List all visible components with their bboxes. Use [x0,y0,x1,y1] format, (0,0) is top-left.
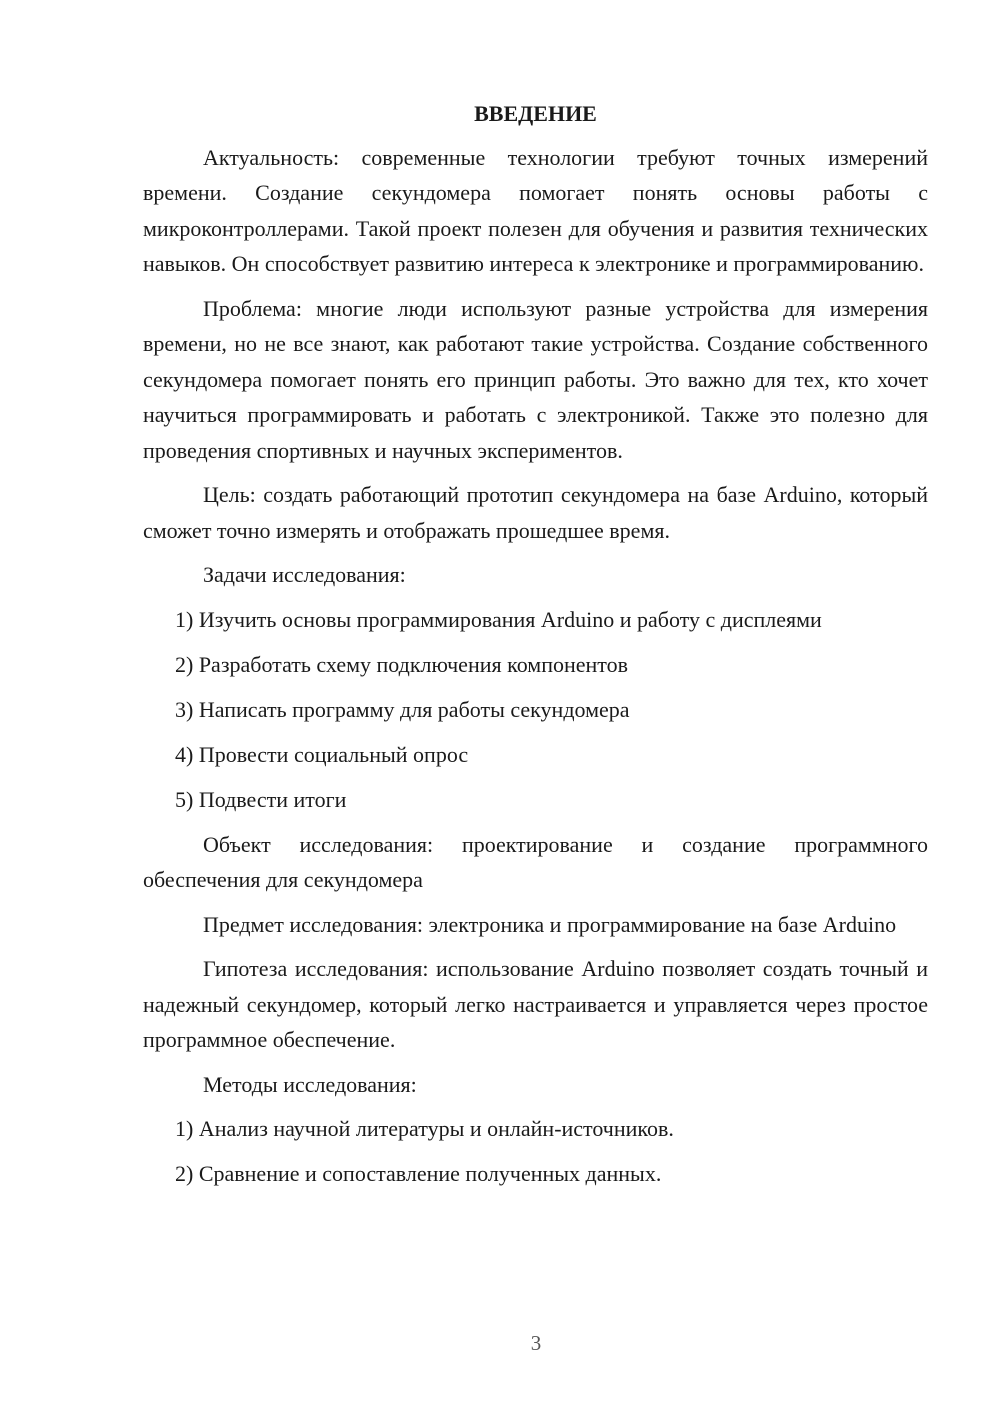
relevance-paragraph: Актуальность: современные технологии требуют точных измерений времени. Создание секундомера помогает понять основы работы с микроконтроллерами. Такой проект полезен для обучения и развития технических навыков. Он способствует развитию интереса к электронике и программированию. [143,144,928,276]
task-item: 3) Написать программу для работы секундомера [175,696,630,722]
method-item: 2) Сравнение и сопоставление полученных данных. [175,1161,662,1186]
method-item: 1) Анализ научной литературы и онлайн-источников. [175,1116,674,1141]
page-body [143,96,928,1201]
task-item: 1) Изучить основы программирования Arduino и работу с дисплеями [175,606,822,632]
page-number: 3 [530,1331,542,1355]
hypothesis-paragraph: Гипотеза исследования: использование Arduino позволяет создать точный и надежный секундомер, который легко настраивается и управляется через простое программное обеспечение. [143,956,928,1052]
subject-paragraph: Предмет исследования: электроника и программирование на базе Arduino [203,911,897,937]
goal-paragraph: Цель: создать работающий прототип секундомера на базе Arduino, который сможет точно измерять и отображать прошедшее время. [143,482,928,543]
task-item: 4) Провести социальный опрос [175,741,469,767]
object-paragraph: Объект исследования: проектирование и создание программного обеспечения для секундомера [143,831,928,892]
problem-paragraph: Проблема: многие люди используют разные устройства для измерения времени, но не все знают, как работают такие устройства. Создание собственного секундомера помогает понять его принцип работы. Это важно для тех, кто хочет научиться программировать и работать с электроникой. Также это полезно для проведения спортивных и научных экспериментов. [143,295,928,463]
section-heading: ВВЕДЕНИЕ [474,101,597,126]
task-item: 2) Разработать схему подключения компонентов [175,651,628,677]
tasks-title: Задачи исследования: [203,562,406,587]
task-item: 5) Подвести итоги [175,786,347,812]
methods-title: Методы исследования: [203,1071,417,1097]
